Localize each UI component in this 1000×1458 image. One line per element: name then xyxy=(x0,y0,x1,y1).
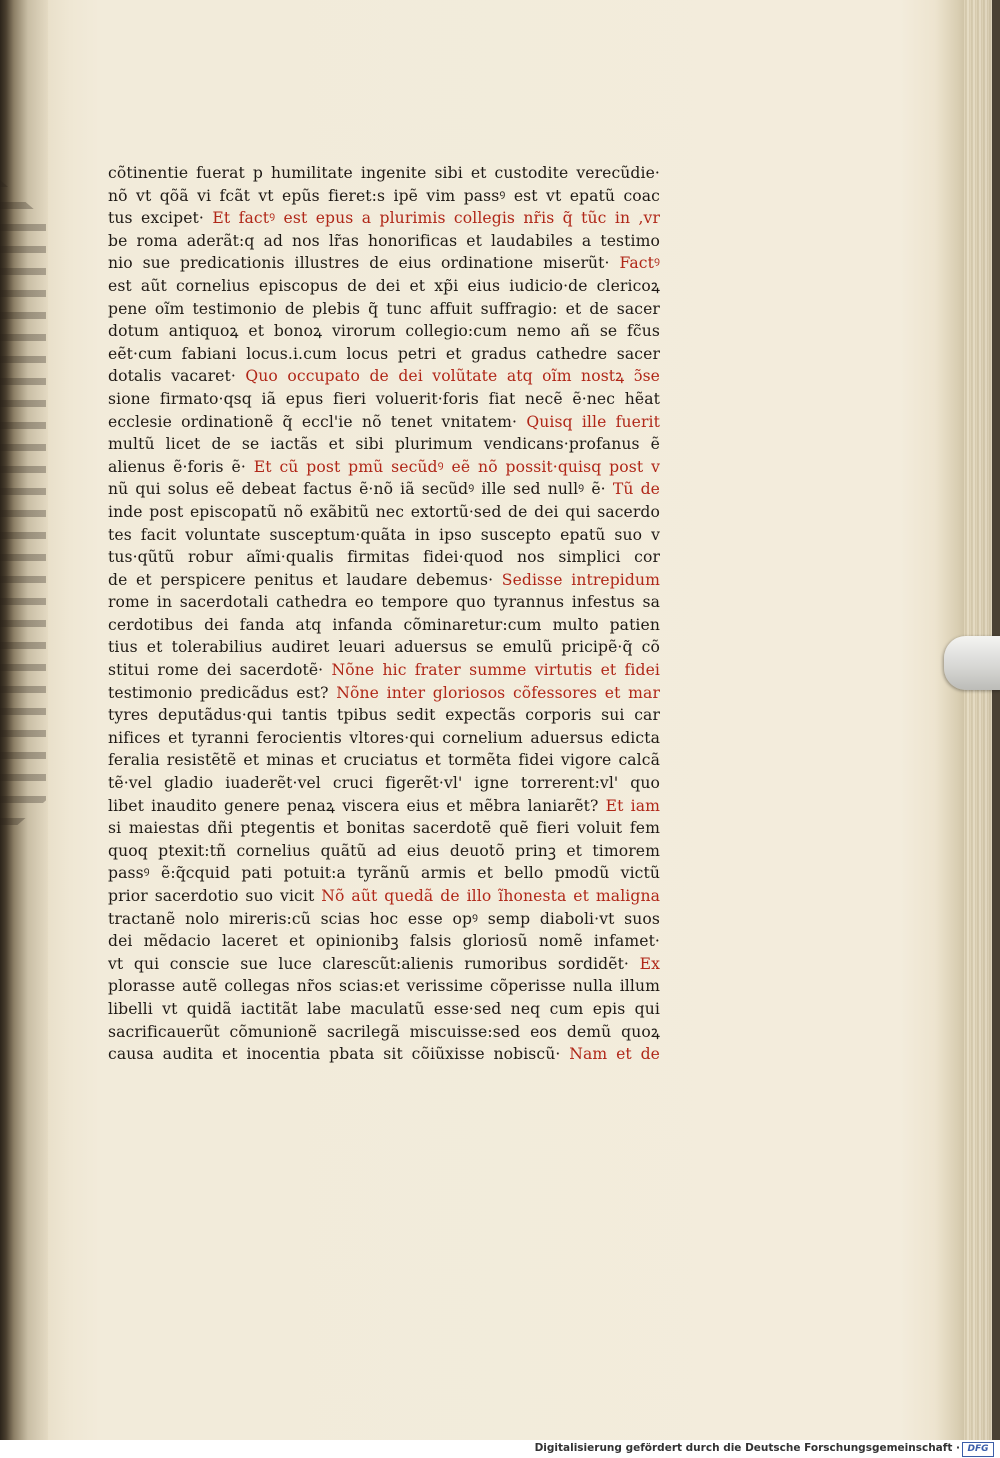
rubricated-text: Factꝰ xyxy=(619,254,660,273)
text-line xyxy=(108,998,660,1021)
line-text: stitui rome dei sacerdotẽ· xyxy=(108,661,324,680)
line-text: cerdotibus dei fanda atq infanda cõminaretur:cum multo patien xyxy=(108,615,660,634)
text-line xyxy=(108,365,660,388)
line-text: tractanẽ nolo mireris:cũ scias hoc esse opꝰ semp diaboli·vt suos xyxy=(108,909,660,928)
text-line xyxy=(108,207,660,230)
line-text: testimonio predicãdus est? xyxy=(108,683,329,702)
book-clip-tab xyxy=(944,636,1000,690)
line-text: alienus ẽ·foris ẽ· xyxy=(108,457,246,476)
text-line xyxy=(108,569,660,592)
text-line xyxy=(108,591,660,614)
text-line xyxy=(108,501,660,524)
left-page-text-fragment xyxy=(0,180,46,840)
text-line xyxy=(108,682,660,705)
text-line xyxy=(108,343,660,366)
rubricated-text: Sedisse intrepidum xyxy=(501,570,660,589)
line-text: si maiestas dñi ptegentis et bonitas sacerdotẽ quẽ fieri voluit fem xyxy=(108,819,660,838)
text-line xyxy=(108,388,660,411)
line-text: tius et tolerabilius audiret leuari aduersus se emulũ pricipẽ·q̃ cõ xyxy=(108,638,660,657)
text-line xyxy=(108,546,660,569)
rubricated-text: Nõ aũt quedã de illo ĩhonesta et maligna xyxy=(321,887,660,905)
line-text: tus·qũtũ robur aĩmi·qualis firmitas fidei·quod nos simplici cor xyxy=(108,548,660,567)
text-line xyxy=(108,862,660,885)
line-text: vt qui conscie sue luce clarescũt:alienis rumoribus sordidẽt· xyxy=(108,954,629,973)
dfg-logo: DFG xyxy=(962,1442,994,1457)
text-line xyxy=(108,953,660,976)
text-line xyxy=(108,1021,660,1044)
text-line xyxy=(108,230,660,253)
text-line xyxy=(108,411,660,434)
line-text: dotum antiquoꝝ et bonoꝝ virorum collegio:cum nemo añ se fc̃us xyxy=(108,322,660,341)
rubricated-text: Nam et de xyxy=(569,1045,660,1064)
rubricated-text: Et factꝰ est epus a plurimis collegis nr̃is q̃ tũc in ,vr xyxy=(212,209,660,228)
line-text: tus excipet· xyxy=(108,209,204,228)
line-text: libelli vt quidã iactitãt labe maculatũ esse·sed neq cum epis qui xyxy=(108,999,660,1018)
line-text: multũ licet de se iactãs et sibi plurimum vendicans·profanus ẽ xyxy=(108,435,660,454)
text-line xyxy=(108,320,660,343)
text-line xyxy=(108,275,660,298)
line-text: libet inaudito genere penaꝝ viscera eius et mẽbra laniarẽt? xyxy=(108,796,599,815)
line-text: cõtinentie fuerat p humilitate ingenite sibi et custodite verecũdie· xyxy=(108,164,660,182)
text-line xyxy=(108,930,660,953)
line-text: nio sue predicationis illustres de eius ordinatione miserũt· xyxy=(108,254,610,273)
text-line xyxy=(108,252,660,275)
right-border-shadow xyxy=(992,0,1000,1440)
line-text: dotalis vacaret· xyxy=(108,367,236,386)
line-text: sione firmato·qsq iã epus fieri voluerit·foris fiat necẽ ẽ·nec hẽat xyxy=(108,389,660,408)
rubricated-text: Quisq ille fuerit xyxy=(526,412,661,431)
text-line xyxy=(108,478,660,501)
text-line xyxy=(108,433,660,456)
text-line xyxy=(108,885,660,908)
rubricated-text: Nõne hic frater summe virtutis et fidei xyxy=(331,661,661,680)
rubricated-text: Ex xyxy=(639,954,660,973)
rubricated-text: Et iam xyxy=(605,796,660,815)
line-text: nõ vt qõã vi fcãt vt epũs fieret:s ipẽ vim passꝰ est vt epatũ coac xyxy=(108,186,660,205)
text-line xyxy=(108,749,660,772)
text-line xyxy=(108,975,660,998)
text-line xyxy=(108,795,660,818)
footer-bar xyxy=(0,1440,1000,1458)
line-text: nũ qui solus eẽ debeat factus ẽ·nõ iã secũdꝰ ille sed nullꝰ ẽ· xyxy=(108,480,606,499)
line-text: causa audita et inocentia pbata sit cõiũxisse nobiscũ· xyxy=(108,1045,561,1064)
line-text: dei mẽdacio laceret et opinionibꝫ falsis gloriosũ nomẽ infamet· xyxy=(108,932,660,951)
line-text: passꝰ ẽ:q̃cquid pati potuit:a tyrãnũ armis et bello pmodũ victũ xyxy=(108,864,660,883)
line-text: pene oĩm testimonio de plebis q̃ tunc affuit suffragio: et de sacer xyxy=(108,299,660,318)
text-line xyxy=(108,524,660,547)
line-text: rome in sacerdotali cathedra eo tempore quo tyrannus infestus sa xyxy=(108,593,660,612)
rubricated-text: Et cũ post pmũ secũdꝰ eẽ nõ possit·quisq post v xyxy=(253,457,660,476)
line-text: de et perspicere penitus et laudare debemus· xyxy=(108,570,494,589)
text-line xyxy=(108,659,660,682)
text-line xyxy=(108,185,660,208)
text-line xyxy=(108,817,660,840)
funding-credit: Digitalisierung gefördert durch die Deutsche Forschungsgemeinschaft · xyxy=(534,1442,960,1454)
text-line xyxy=(108,614,660,637)
line-text: feralia resistẽtẽ et minas et cruciatus et tormẽta fidei vigore calcã xyxy=(108,751,660,770)
line-text: be roma aderãt:q ad nos lr̃as honorificas et laudabiles a testimo xyxy=(108,231,660,250)
line-text: tyres deputãdus·qui tantis tpibus sedit expectãs corporis sui car xyxy=(108,706,660,725)
line-text: tes facit voluntate susceptum·quãta in ipso suscepto epatũ suo v xyxy=(108,525,660,544)
line-text: eẽt·cum fabiani locus.i.cum locus petri et gradus cathedre sacer xyxy=(108,344,660,363)
rubricated-text: Nõne inter gloriosos cõfessores et mar xyxy=(336,683,660,702)
text-line xyxy=(108,772,660,795)
line-text: tẽ·vel gladio iuaderẽt·vel cruci figerẽt·vl' igne torrerent:vl' quo xyxy=(108,774,660,793)
line-text: inde post episcopatũ nõ exãbitũ nec extortũ·sed de dei qui sacerdo xyxy=(108,502,660,521)
text-line xyxy=(108,162,660,185)
line-text: nifices et tyranni ferocientis vltores·qui cornelium aduersus edicta xyxy=(108,728,660,747)
text-line xyxy=(108,727,660,750)
rubricated-text: Quo occupato de dei volũtate atq oĩm nostꝝ ɔ̃se xyxy=(245,367,660,386)
text-line xyxy=(108,704,660,727)
line-text: prior sacerdotio suo vicit xyxy=(108,887,315,905)
text-line xyxy=(108,298,660,321)
line-text: ecclesie ordinationẽ q̃ eccl'ie nõ tenet vnitatem· xyxy=(108,412,518,431)
text-line xyxy=(108,1043,660,1066)
text-line xyxy=(108,456,660,479)
line-text: quoq ptexit:tñ cornelius quãtũ ad eius deuotõ prinꝫ et timorem xyxy=(108,841,660,860)
text-line xyxy=(108,636,660,659)
text-column xyxy=(108,162,660,1066)
text-line xyxy=(108,840,660,863)
line-text: sacrificauerũt cõmunionẽ sacrilegã miscuisse:sed eos demũ quoꝝ xyxy=(108,1022,660,1041)
text-line xyxy=(108,908,660,931)
line-text: est aũt cornelius episcopus de dei et xp̃i eius iudicio·de clericoꝝ xyxy=(108,276,660,295)
line-text: plorasse autẽ collegas nr̃os scias:et verissime cõperisse nulla illum xyxy=(108,977,660,996)
rubricated-text: Tũ de xyxy=(612,480,660,499)
